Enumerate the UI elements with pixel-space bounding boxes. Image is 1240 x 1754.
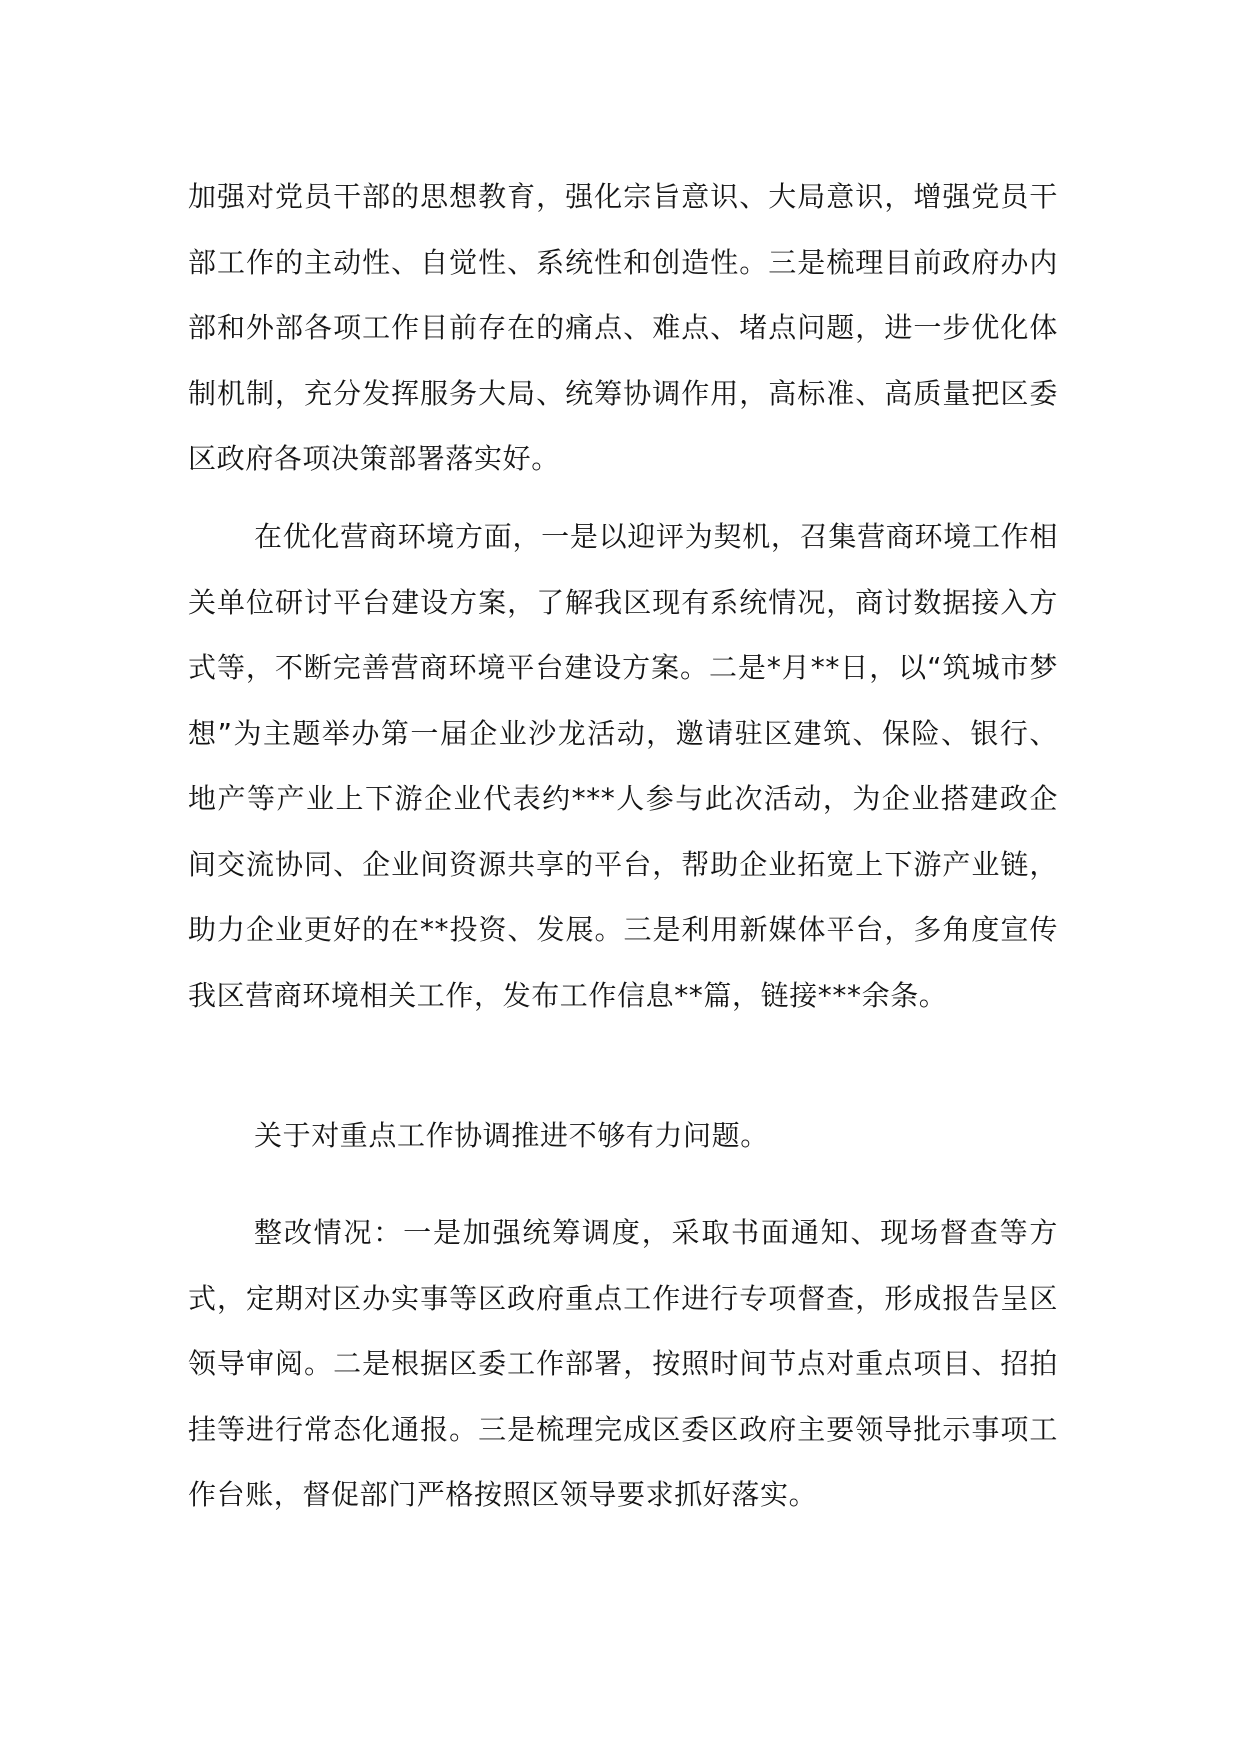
paragraph-issue-heading: 关于对重点工作协调推进不够有力问题。 xyxy=(254,1119,769,1152)
paragraph-rectification: 整改情况：一是加强统筹调度，采取书面通知、现场督查等方式，定期对区办实事等区政府重点工作进行专项督查，形成报告呈区领导审阅。二是根据区委工作部署，按照时间节点对重点项目、招拍挂等进行常态化通报。三是梳理完成区委区政府主要领导批示事项工作台账，督促部门严格按照区领导要求抓好落实。 xyxy=(188,1216,1058,1511)
paragraph-continuation: 加强对党员干部的思想教育，强化宗旨意识、大局意识，增强党员干部工作的主动性、自觉性、系统性和创造性。三是梳理目前政府办内部和外部各项工作目前存在的痛点、难点、堵点问题，进一步优化体制机制，充分发挥服务大局、统筹协调作用，高标准、高质量把区委区政府各项决策部署落实好。 xyxy=(188,180,1058,475)
paragraph-business-environment: 在优化营商环境方面，一是以迎评为契机，召集营商环境工作相关单位研讨平台建设方案，了解我区现有系统情况，商讨数据接入方式等，不断完善营商环境平台建设方案。二是*月**日，以“筑城市梦想”为主题举办第一届企业沙龙活动，邀请驻区建筑、保险、银行、地产等产业上下游企业代表约***人参与此次活动，为企业搭建政企间交流协同、企业间资源共享的平台，帮助企业拓宽上下游产业链，助力企业更好的在**投资、发展。三是利用新媒体平台，多角度宣传我区营商环境相关工作，发布工作信息**篇，链接***余条。 xyxy=(188,520,1058,1012)
